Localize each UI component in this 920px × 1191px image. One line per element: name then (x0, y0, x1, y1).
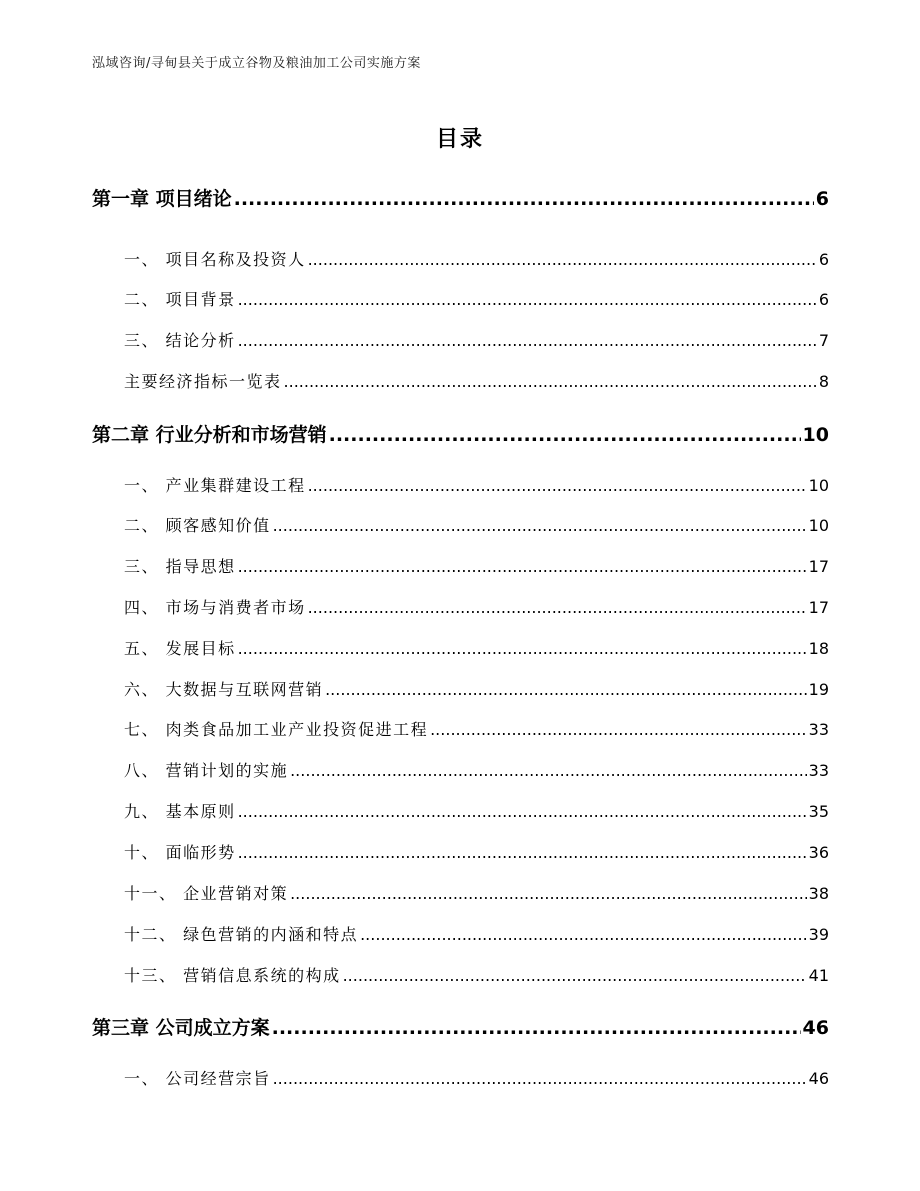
toc-entry-page: 17 (808, 557, 829, 576)
toc-entry-page: 10 (802, 424, 829, 446)
toc-entry-page: 8 (818, 372, 829, 391)
toc-section-2-4[interactable] (124, 595, 829, 618)
toc-entry-page: 46 (802, 1017, 829, 1039)
toc-entry-label: 三、 结论分析 (124, 331, 236, 350)
toc-section-2-8[interactable] (124, 758, 829, 781)
toc-entry-page: 18 (808, 639, 829, 658)
dot-leader (308, 476, 807, 495)
dot-leader (308, 250, 817, 269)
dot-leader (273, 1069, 807, 1088)
toc-section-2-1[interactable] (124, 473, 829, 496)
toc-chapter-1[interactable] (92, 184, 829, 211)
dot-leader (234, 188, 814, 210)
toc-entry-page: 7 (818, 331, 829, 350)
toc-section-2-3[interactable] (124, 554, 829, 577)
toc-entry-page: 38 (808, 884, 829, 903)
toc-entry-label: 一、 公司经营宗旨 (124, 1069, 271, 1088)
toc-entry-page: 6 (818, 250, 829, 269)
toc-section-2-6[interactable] (124, 677, 829, 700)
toc-entry-label: 二、 项目背景 (124, 290, 236, 309)
toc-entry-label: 第一章 项目绪论 (92, 188, 232, 210)
toc-entry-page: 33 (808, 720, 829, 739)
dot-leader (325, 680, 807, 699)
dot-leader (329, 424, 801, 446)
toc-entry-label: 四、 市场与消费者市场 (124, 598, 306, 617)
toc-entry-label: 十二、 绿色营销的内涵和特点 (124, 925, 359, 944)
toc-section-1-1[interactable] (124, 247, 829, 270)
toc-entry-page: 35 (808, 802, 829, 821)
toc-entry-label: 八、 营销计划的实施 (124, 761, 289, 780)
dot-leader (238, 290, 817, 309)
toc-chapter-3[interactable] (92, 1013, 829, 1040)
toc-section-2-12[interactable] (124, 922, 829, 945)
dot-leader (238, 557, 807, 576)
dot-leader (238, 843, 807, 862)
toc-entry-page: 19 (808, 680, 829, 699)
toc-section-2-7[interactable] (124, 717, 829, 740)
toc-section-2-2[interactable] (124, 513, 829, 536)
dot-leader (360, 925, 807, 944)
dot-leader (238, 802, 807, 821)
toc-entry-label: 第二章 行业分析和市场营销 (92, 424, 327, 446)
toc-entry-label: 五、 发展目标 (124, 639, 236, 658)
toc-section-2-11[interactable] (124, 881, 829, 904)
toc-entry-label: 六、 大数据与互联网营销 (124, 680, 324, 699)
toc-entry-label: 七、 肉类食品加工业产业投资促进工程 (124, 720, 429, 739)
toc-entry-page: 6 (815, 188, 829, 210)
toc-section-2-5[interactable] (124, 636, 829, 659)
toc-entry-label: 一、 产业集群建设工程 (124, 476, 306, 495)
toc-entry-label: 十一、 企业营销对策 (124, 884, 289, 903)
toc-section-2-13[interactable] (124, 963, 829, 986)
toc-entry-label: 十三、 营销信息系统的构成 (124, 966, 341, 985)
toc-entry-page: 46 (808, 1069, 829, 1088)
toc-section-1-3[interactable] (124, 328, 829, 351)
toc-section-2-10[interactable] (124, 840, 829, 863)
toc-entry-page: 41 (808, 966, 829, 985)
toc-section-1-table[interactable] (124, 369, 829, 392)
dot-leader (238, 639, 807, 658)
toc-title: 目录 (435, 127, 484, 152)
toc-entry-label: 第三章 公司成立方案 (92, 1017, 270, 1039)
dot-leader (238, 331, 817, 350)
toc-entry-page: 10 (808, 476, 829, 495)
toc-section-3-1[interactable] (124, 1066, 829, 1089)
toc-entry-label: 一、 项目名称及投资人 (124, 250, 306, 269)
dot-leader (290, 761, 807, 780)
dot-leader (290, 884, 807, 903)
toc-entry-label: 二、 顾客感知价值 (124, 516, 271, 535)
page-header: 泓域咨询/寻甸县关于成立谷物及粮油加工公司实施方案 (92, 56, 421, 71)
dot-leader (308, 598, 807, 617)
dot-leader (343, 966, 807, 985)
dot-leader (284, 372, 817, 391)
toc-entry-label: 九、 基本原则 (124, 802, 236, 821)
dot-leader (272, 1017, 801, 1039)
toc-entry-page: 33 (808, 761, 829, 780)
toc-entry-page: 6 (818, 290, 829, 309)
toc-entry-label: 主要经济指标一览表 (124, 372, 282, 391)
toc-section-2-9[interactable] (124, 799, 829, 822)
dot-leader (430, 720, 807, 739)
toc-section-1-2[interactable] (124, 287, 829, 310)
dot-leader (273, 516, 807, 535)
toc-entry-label: 三、 指导思想 (124, 557, 236, 576)
toc-entry-page: 39 (808, 925, 829, 944)
toc-entry-page: 10 (808, 516, 829, 535)
toc-chapter-2[interactable] (92, 420, 829, 447)
toc-entry-page: 36 (808, 843, 829, 862)
toc-entry-label: 十、 面临形势 (124, 843, 236, 862)
toc-entry-page: 17 (808, 598, 829, 617)
